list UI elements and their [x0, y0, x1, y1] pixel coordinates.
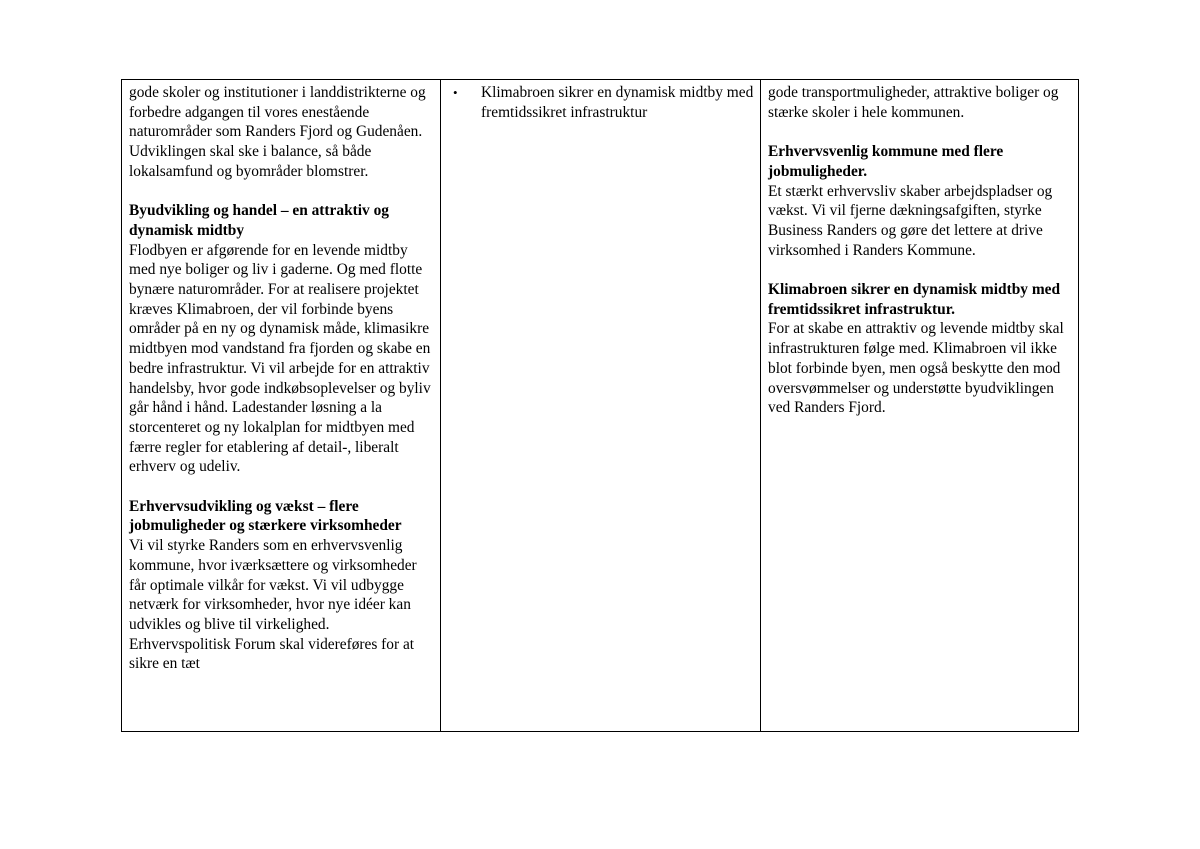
column1-section1-body: Flodbyen er afgørende for en levende midtby med nye boliger og liv i gaderne. Og med flotte bynære naturområder. For at realisere projektet kræves Klimabroen, der vil forbinde byens områder på en ny og dynamisk måde, klimasikre midtbyen mod vandstand fra fjorden og skabe en bedre infrastruktur. Vi vil arbejde for en attraktiv handelsby, hvor gode indkøbsoplevelser og byliv går hånd i hånd. Ladestander løsning a la storcenteret og ny lokalplan for midtbyen med færre regler for etablering af detail-, liberalt erhverv og udeliv. [129, 241, 431, 476]
column3-section1-heading: Erhvervsvenlig kommune med flere jobmuligheder. [768, 143, 1004, 180]
column3-section2-heading: Klimabroen sikrer en dynamisk midtby med fremtidssikret infrastruktur. [768, 281, 1061, 318]
paragraph-spacer [129, 477, 434, 497]
paragraph-spacer [768, 122, 1072, 142]
column1-section2-body: Vi vil styrke Randers som en erhvervsvenlig kommune, hvor iværksættere og virksomheder får optimale vilkår for vækst. Vi vil udbygge netværk for virksomheder, hvor nye idéer kan udvikles og blive til virkelighed. Erhvervspolitisk Forum skal videreføres for at sikre en tæt [129, 537, 417, 673]
bullet-item-text: Klimabroen sikrer en dynamisk midtby med fremtidssikret infrastruktur [481, 84, 754, 121]
column1-section1-heading: Byudvikling og handel – en attraktiv og dynamisk midtby [129, 202, 389, 239]
bullet-icon: • [453, 85, 458, 100]
table-column-3 [760, 80, 1078, 731]
column3-section1-body: Et stærkt erhvervsliv skaber arbejdspladser og vækst. Vi vil fjerne dækningsafgiften, styrke Business Randers og gøre det lettere at drive virksomhed i Randers Kommune. [768, 182, 1053, 259]
column1-section2-heading: Erhvervsudvikling og vækst – flere jobmuligheder og stærkere virksomheder [129, 497, 402, 535]
paragraph-spacer [129, 182, 434, 202]
column1-intro-text: gode skoler og institutioner i landdistrikterne og forbedre adgangen til vores enestående naturområder som Randers Fjord og Gudenåen. Udviklingen skal ske i balance, så både lokalsamfund og byområder blomstrer. [129, 84, 426, 180]
column3-intro-text: gode transportmuligheder, attraktive boliger og stærke skoler i hele kommunen. [768, 84, 1059, 121]
bullet-list-item [453, 83, 754, 122]
document-table [121, 79, 1079, 732]
paragraph-spacer [768, 260, 1072, 280]
table-column-1 [122, 80, 440, 731]
table-column-2 [440, 80, 760, 731]
column3-section2-body: For at skabe en attraktiv og levende midtby skal infrastrukturen følge med. Klimabroen vil ikke blot forbinde byen, men også beskytte den mod oversvømmelser og understøtte byudviklingen ved Randers Fjord. [768, 320, 1064, 417]
